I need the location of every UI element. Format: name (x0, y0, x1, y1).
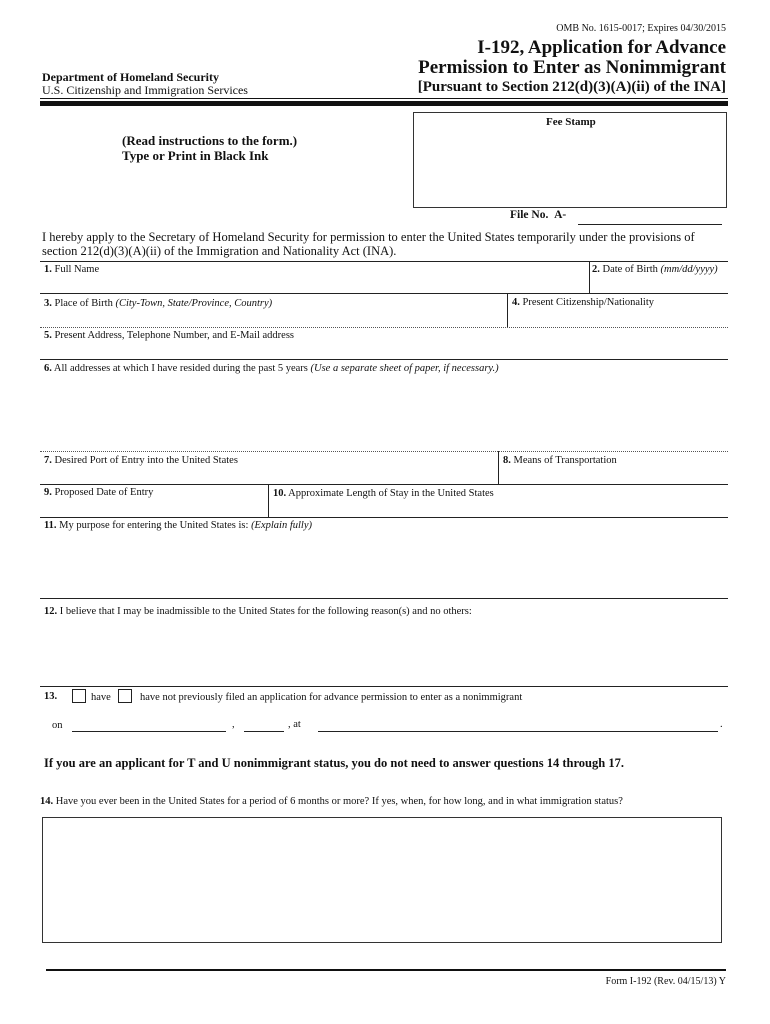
field12-text: I believe that I may be inadmissible to the United States for the following reason(s) and no others: (59, 606, 472, 617)
field4-num: 4. (512, 297, 520, 308)
previous-application-place-input[interactable] (318, 717, 716, 731)
field11-hint: (Explain fully) (251, 520, 313, 531)
field9-num: 9. (44, 487, 52, 498)
field11-num: 11. (44, 520, 57, 531)
field14-text: Have you ever been in the United States for a period of 6 months or more? If yes, when, for how long, and in what immigration status? (55, 796, 623, 807)
row8-top-rule (40, 598, 728, 599)
field10-num: 10. (273, 488, 287, 499)
row5-divider (498, 451, 499, 484)
field9-label (44, 487, 153, 498)
transportation-input[interactable] (503, 468, 724, 482)
omb-number: OMB No. 1615-0017; Expires 04/30/2015 (556, 23, 726, 34)
field7-text: Desired Port of Entry into the United States (54, 455, 238, 466)
field11-text: My purpose for entering the United States is: (59, 520, 249, 531)
form-title-line3: [Pursuant to Section 212(d)(3)(A)(ii) of the INA] (417, 79, 726, 95)
row2-divider (507, 293, 508, 327)
comma-label: , (232, 719, 235, 730)
instructions-line1: (Read instructions to the form.) (122, 133, 298, 148)
row7-top-rule (40, 517, 728, 518)
at-underline (318, 731, 718, 732)
row1-divider (589, 261, 590, 293)
year-underline (244, 731, 284, 732)
field14-num: 14. (40, 796, 54, 807)
at-label: , at (288, 719, 301, 730)
field3-text: Place of Birth (54, 298, 113, 309)
citizenship-input[interactable] (512, 311, 724, 325)
previous-application-year-input[interactable] (244, 717, 282, 731)
field14-label (40, 796, 623, 807)
field2-hint: (mm/dd/yyyy) (660, 264, 718, 275)
field6-label (44, 363, 499, 374)
field6-text: All addresses at which I have resided during the past 5 years (53, 363, 308, 374)
file-no-prefix: A- (554, 209, 567, 221)
field8-text: Means of Transportation (513, 455, 617, 466)
field7-num: 7. (44, 455, 52, 466)
field2-text: Date of Birth (602, 264, 658, 275)
row6-top-rule (40, 484, 728, 485)
field12-label (44, 606, 472, 617)
file-no-label (510, 209, 566, 221)
place-of-birth-input[interactable] (44, 311, 502, 325)
header-rule-thick (40, 101, 728, 106)
agency-name: Department of Homeland Security (42, 70, 219, 84)
file-no-input[interactable] (578, 209, 720, 223)
header-rule-thin (40, 98, 728, 99)
row4-top-rule (40, 359, 728, 360)
field1-text: Full Name (54, 264, 100, 275)
date-of-birth-input[interactable] (592, 276, 724, 290)
row2-top-rule (40, 293, 728, 294)
form-id: Form I-192 (Rev. 04/15/13) Y (605, 976, 726, 987)
field7-label (44, 455, 238, 466)
field11-label (44, 520, 312, 531)
port-of-entry-input[interactable] (44, 468, 494, 482)
form-title-line1: I-192, Application for Advance (477, 37, 726, 58)
field12-num: 12. (44, 606, 58, 617)
row6-divider (268, 484, 269, 517)
field4-label (512, 297, 654, 308)
have-label: have (91, 692, 111, 703)
field9-text: Proposed Date of Entry (54, 487, 154, 498)
field10-label (273, 488, 494, 499)
field5-num: 5. (44, 330, 52, 341)
inadmissibility-input[interactable] (44, 622, 724, 682)
field2-label (592, 264, 718, 275)
have-not-label: have not previously filed an application for advance permission to enter as a nonimmigrant (140, 692, 523, 703)
field8-num: 8. (503, 455, 511, 466)
have-checkbox[interactable] (72, 689, 86, 703)
field8-label (503, 455, 617, 466)
row3-top-rule (40, 327, 728, 328)
full-name-input[interactable] (44, 276, 584, 290)
field3-num: 3. (44, 298, 52, 309)
purpose-input[interactable] (44, 535, 724, 595)
date-of-entry-input[interactable] (44, 501, 264, 515)
field3-hint: (City-Town, State/Province, Country) (115, 298, 273, 309)
field6-num: 6. (44, 363, 52, 374)
field10-text: Approximate Length of Stay in the United States (288, 488, 494, 499)
row5-top-rule (40, 451, 728, 452)
instructions-line2: Type or Print in Black Ink (122, 148, 269, 163)
subagency-name: U.S. Citizenship and Immigration Services (42, 83, 248, 97)
intro-line1: I hereby apply to the Secretary of Homeland Security for permission to enter the United States temporarily under the provisions of (42, 230, 695, 244)
field5-text: Present Address, Telephone Number, and E-Mail address (54, 330, 295, 341)
footer-rule (46, 969, 726, 971)
fee-stamp-label: Fee Stamp (546, 116, 596, 128)
form-title-line2: Permission to Enter as Nonimmigrant (418, 57, 726, 78)
period-label: . (720, 719, 723, 730)
tu-notice: If you are an applicant for T and U nonimmigrant status, you do not need to answer questions 14 through 17. (44, 756, 624, 770)
us-stay-history-input[interactable] (42, 817, 722, 943)
field6-hint: (Use a separate sheet of paper, if necessary.) (310, 363, 499, 374)
present-address-input[interactable] (44, 343, 724, 357)
field13-num: 13. (44, 691, 58, 702)
length-of-stay-input[interactable] (273, 501, 724, 515)
past-addresses-input[interactable] (44, 378, 724, 448)
field3-label (44, 298, 272, 309)
field2-num: 2. (592, 264, 600, 275)
file-no-text: File No. (510, 209, 549, 221)
field1-label (44, 264, 99, 275)
row1-top-rule (40, 261, 728, 262)
on-label: on (52, 720, 63, 731)
on-underline (72, 731, 226, 732)
have-not-checkbox[interactable] (118, 689, 132, 703)
field4-text: Present Citizenship/Nationality (522, 297, 655, 308)
field5-label (44, 330, 294, 341)
intro-line2: section 212(d)(3)(A)(ii) of the Immigration and Nationality Act (INA). (42, 244, 397, 258)
file-no-underline (578, 224, 722, 225)
row9-top-rule (40, 686, 728, 687)
field1-num: 1. (44, 264, 52, 275)
previous-application-date-input[interactable] (72, 717, 224, 731)
